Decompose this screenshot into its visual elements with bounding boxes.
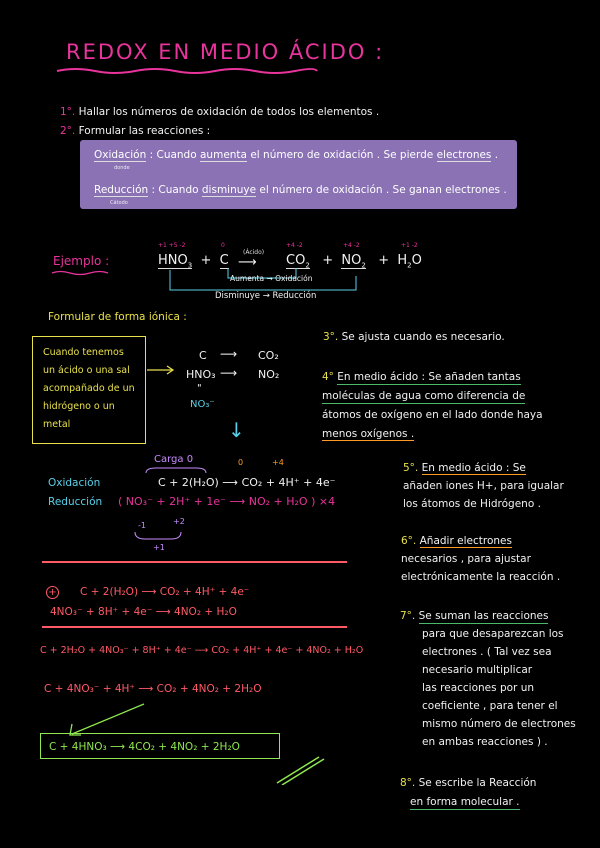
sum-plus-icon: + [46, 586, 59, 599]
definitions-box [80, 140, 517, 209]
ox-hno3: +1 +5 -2 [158, 242, 186, 249]
step-7: 7°. Se suman las reacciones para que desaparezcan los electrones . ( Tal vez sea necesario multiplicar las reacciones por un coeficiente , para tener el mismo número de electrones en ambas reacciones ) . [400, 610, 576, 748]
title-underline [55, 66, 320, 76]
divider-2 [42, 626, 347, 628]
step-6: 6°. Añadir electrones necesarios , para ajustar electrónicamente la reacción . [401, 535, 561, 583]
sum-eq-2: 4NO₃⁻ + 8H⁺ + 4e⁻ ⟶ 4NO₂ + H₂O [50, 606, 237, 618]
oxidation-half-eq: C + 2(H₂O) ⟶ CO₂ + 4H⁺ + 4e⁻ [158, 476, 336, 489]
charge-plus2: +2 [173, 517, 185, 526]
example-label: Ejemplo : [53, 254, 110, 268]
reduction-label: Reducción [48, 496, 103, 508]
page-title: REDOX EN MEDIO ÁCIDO : [66, 40, 385, 64]
step-1: 1°. Hallar los números de oxidación de todos los elementos . [60, 106, 380, 118]
example-arrow: ⟶ [238, 255, 257, 270]
sum-eq-4: C + 4NO₃⁻ + 4H⁺ ⟶ CO₂ + 4NO₂ + 2H₂O [44, 683, 262, 695]
oxidation-note: donde [114, 165, 130, 171]
ionic-arrow-1: ⟶ [220, 347, 238, 361]
charge-brace [133, 531, 183, 541]
example-equation: $HNO_3 + C$ [158, 253, 229, 270]
ionic-ditto: " [197, 383, 202, 394]
note-arrow [146, 365, 176, 375]
ionic-no3: NO₃⁻ [190, 399, 215, 410]
step-8: 8°. Se escribe la Reacción en forma molecular . [400, 777, 537, 808]
ionic-hno3: HNO₃ [186, 368, 216, 381]
example-underline [50, 270, 110, 276]
final-equation-box: C + 4HNO₃ ⟶ 4CO₂ + 4NO₂ + 2H₂O [40, 733, 280, 759]
carga-label: Carga 0 [154, 454, 194, 465]
ox-no2: +4 -2 [343, 242, 360, 249]
oxidation-label: Oxidación [48, 477, 101, 489]
ox-co2: +4 -2 [286, 242, 303, 249]
aumenta-label: Aumenta → Oxidación [230, 274, 313, 283]
ionic-note: Cuando tenemos un ácido o una sal acompañado de un hidrógeno o un metal [43, 347, 135, 430]
oxidation-definition: Oxidación : Cuando aumenta el número de oxidación . Se pierde electrones . [94, 149, 499, 161]
ionic-arrow-2: ⟶ [220, 366, 238, 380]
ionic-heading: Formular de forma iónica : [48, 311, 187, 323]
double-strike [275, 755, 325, 785]
step-3: 3°. Se ajusta cuando es necesario. [323, 331, 505, 343]
disminuye-label: Disminuye → Reducción [215, 291, 317, 301]
carga-brace [144, 466, 208, 474]
charge-plus1: +1 [153, 543, 165, 552]
ionic-co2: CO₂ [258, 349, 279, 362]
reduction-definition: Reducción : Cuando disminuye el número de oxidación . Se ganan electrones . [94, 184, 507, 196]
example-products: $CO_2$ + $NO_2$ + $H_2O$ [286, 253, 422, 270]
down-arrow: ↓ [228, 418, 245, 442]
reduction-half-eq: ( NO₃⁻ + 2H⁺ + 1e⁻ ⟶ NO₂ + H₂O ) ×4 [118, 495, 336, 508]
ox-zero: 0 [238, 458, 244, 467]
sum-eq-1: C + 2(H₂O) ⟶ CO₂ + 4H⁺ + 4e⁻ [80, 586, 250, 598]
charge-minus1: -1 [138, 521, 146, 530]
step-5: 5°. En medio ácido : Se añaden iones H+, para igualar los átomos de Hidrógeno . [403, 462, 564, 510]
ox-c: 0 [221, 242, 225, 249]
step-4: 4° En medio ácido : Se añaden tantas moléculas de agua como diferencia de átomos de oxígeno en el lado donde haya menos oxígenos . [322, 371, 543, 440]
divider-1 [42, 561, 347, 563]
ionic-no2: NO₂ [258, 368, 280, 381]
ionic-note-box [32, 336, 146, 444]
acid-arrow-label: (Ácido) [243, 249, 265, 256]
ionic-c: C [199, 349, 207, 362]
ox-plus4: +4 [272, 458, 284, 467]
reduction-note: Cátodo [110, 200, 128, 206]
ox-h2o: +1 -2 [401, 242, 418, 249]
sum-eq-3: C + 2H₂O + 4NO₃⁻ + 8H⁺ + 4e⁻ ⟶ CO₂ + 4H⁺ + 4e⁻ + 4NO₂ + H₂O [40, 645, 364, 656]
step-2: 2°. Formular las reacciones : [60, 125, 211, 137]
